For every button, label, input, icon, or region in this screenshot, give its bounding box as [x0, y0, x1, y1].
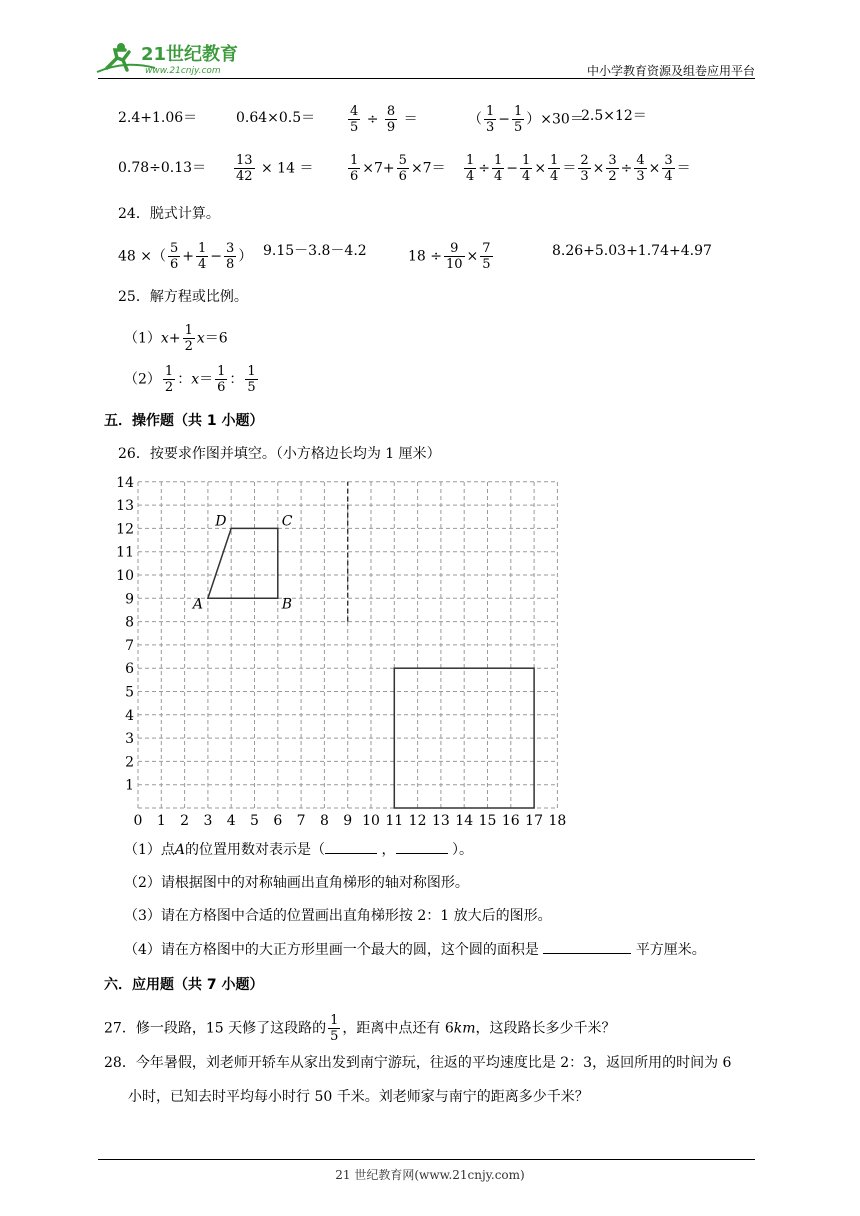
answer-blank-area[interactable] [543, 953, 631, 954]
q26-sub4: （4）请在方格图中的大正方形里画一个最大的圆，这个圆的面积是 平方厘米。 [124, 942, 706, 958]
q28-line1: 28．今年暑假，刘老师开轿车从家出发到南宁游玩，往返的平均速度比是 2：3，返回所用的时间为 6 [104, 1055, 732, 1071]
x-tick-label: 4 [226, 813, 236, 829]
y-tick-label: 6 [125, 661, 134, 678]
x-tick-label: 18 [548, 813, 567, 829]
right-trapezoid [208, 528, 278, 598]
x-tick-label: 14 [455, 813, 474, 829]
large-square [394, 668, 534, 808]
x-tick-label: 0 [133, 813, 143, 829]
x-tick-label: 12 [408, 813, 427, 829]
point-label-b: B [281, 596, 293, 613]
y-tick-label: 11 [116, 544, 134, 561]
q26-sub3: （3）请在方格图中合适的位置画出直角梯形按 2：1 放大后的图形。 [124, 908, 552, 924]
x-tick-label: 10 [362, 813, 380, 829]
x-tick-label: 9 [343, 813, 353, 829]
y-tick-label: 12 [116, 521, 134, 538]
x-tick-label: 3 [203, 813, 213, 829]
answer-blank-a2[interactable] [396, 853, 448, 854]
q24-title: 24．脱式计算。 [118, 206, 220, 222]
answer-blank-a1[interactable] [325, 853, 377, 854]
x-tick-label: 8 [319, 813, 329, 829]
q25-title: 25．解方程或比例。 [118, 289, 248, 305]
calc-2: 0.64×0.5＝ [236, 110, 316, 126]
q27: 27．修一段路，15 天修了这段路的 $\frac{1}{5}$ ，距离中点还有 6km，这段路长多少千米？ [104, 1013, 616, 1044]
point-label-a: A [192, 596, 204, 613]
calc-1: 2.4+1.06＝ [118, 110, 198, 126]
coordinate-grid [114, 474, 574, 830]
q26-sub2: （2）请根据图中的对称轴画出直角梯形的轴对称图形。 [124, 875, 469, 891]
x-tick-label: 17 [525, 813, 544, 829]
calc-3: $\frac{4}{5}$ ÷ $\frac{8}{9}$ ＝ [350, 104, 418, 135]
x-tick-label: 11 [385, 813, 404, 829]
y-tick-label: 13 [116, 498, 134, 515]
q26-sub1: （1）点A的位置用数对表示是（ ， ）。 [124, 842, 473, 858]
site-logo [95, 38, 260, 78]
y-tick-label: 3 [125, 731, 134, 748]
calc-5: 2.5×12＝ [581, 108, 647, 124]
calc-7: $\frac{13}{42}$ × 14 ＝ [236, 153, 314, 184]
footer-rule [98, 1159, 755, 1160]
calc-6: 0.78÷0.13＝ [118, 160, 207, 176]
header-rule [98, 78, 755, 79]
section-6-title: 六．应用题（共 7 小题） [104, 977, 264, 993]
q25-part2: （2） $\frac{1}{2}$ ：x＝ $\frac{1}{6}$ ： $\frac{1}{5}$ [124, 364, 256, 395]
point-label-d: D [215, 513, 227, 530]
x-tick-label: 2 [180, 813, 190, 829]
y-tick-label: 2 [125, 754, 134, 771]
x-tick-label: 7 [296, 813, 306, 829]
y-tick-label: 1 [125, 777, 134, 794]
q24-b: 9.15－3.8－4.2 [263, 243, 367, 259]
x-tick-label: 16 [501, 813, 520, 829]
x-tick-label: 1 [156, 813, 166, 829]
calc-8: $\frac{1}{6}$ ×7+ $\frac{5}{6}$ ×7＝ [350, 153, 446, 184]
y-tick-label: 7 [125, 637, 134, 654]
y-tick-label: 9 [125, 591, 134, 608]
y-tick-label: 14 [116, 474, 134, 491]
site-label: 中小学教育资源及组卷应用平台 [586, 64, 755, 78]
q25-part1: （1）x+ $\frac{1}{2}$ x＝6 [124, 323, 228, 354]
footer-text: 21 世纪教育网(www.21cnjy.com) [335, 1168, 525, 1182]
section-5-title: 五．操作题（共 1 小题） [104, 413, 264, 429]
svg-text:21世纪教育: 21世纪教育 [141, 44, 239, 65]
q24-d: 8.26+5.03+1.74+4.97 [552, 243, 712, 259]
point-label-c: C [281, 513, 293, 530]
q26-title: 26．按要求作图并填空。（小方格边长均为 1 厘米） [118, 446, 441, 462]
q24-c: 18 ÷ $\frac{9}{10}$ × $\frac{7}{5}$ [408, 241, 491, 272]
y-tick-label: 8 [125, 614, 134, 631]
svg-text:www.21cnjy.com: www.21cnjy.com [145, 66, 221, 76]
q28-line2: 小时，已知去时平均每小时行 50 千米。刘老师家与南宁的距离多少千米？ [128, 1089, 589, 1105]
y-tick-label: 4 [125, 707, 134, 724]
calc-4: （ $\frac{1}{3}$ − $\frac{1}{5}$ ）×30＝ [468, 104, 584, 135]
x-tick-label: 15 [478, 813, 497, 829]
x-tick-label: 13 [431, 813, 450, 829]
y-tick-label: 5 [125, 684, 134, 701]
y-tick-label: 10 [116, 568, 134, 584]
x-tick-label: 6 [273, 813, 283, 829]
q24-a: 48 ×（ $\frac{5}{6}$ + $\frac{1}{4}$ − $\frac{3}{8}$ ） [118, 241, 253, 272]
x-tick-label: 5 [250, 813, 259, 829]
calc-9: $\frac{1}{4}$ ÷ $\frac{1}{4}$ − $\frac{1}{4}$ × $\frac{1}{4}$ ＝ $\frac{2}{3}$ × $\frac{3}{2}$ ÷ $\frac{4}{3}$ × $\frac{3}{4}$ ＝ [466, 153, 691, 184]
